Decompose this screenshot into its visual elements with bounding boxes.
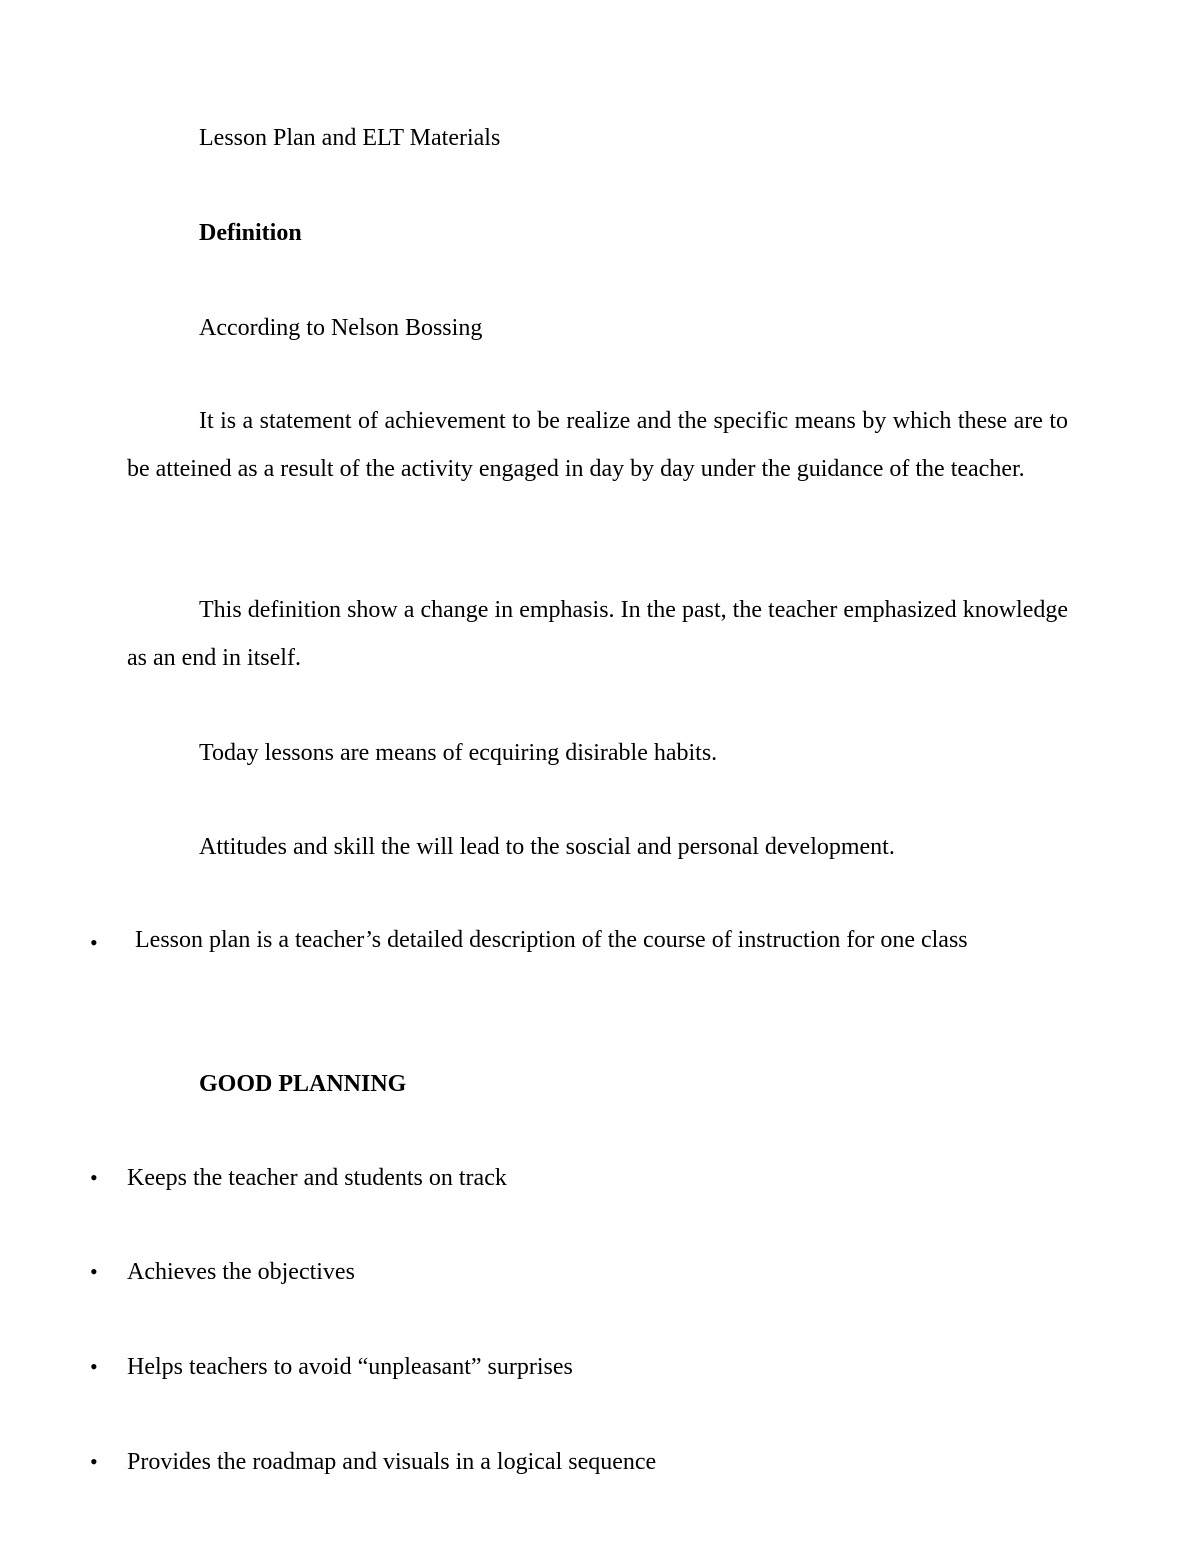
good-planning-item-text: Helps teachers to avoid “unpleasant” surprises [127,1354,573,1380]
good-planning-item-text: Keeps the teacher and students on track [127,1165,507,1191]
attribution-line: According to Nelson Bossing [199,315,483,341]
definition-paragraph: It is a statement of achievement to be realize and the specific means by which these are to be atteined as a result of the activity engaged in day by day under the guidance of the teacher. [127,408,1068,482]
bullet-icon: • [90,1354,98,1379]
lesson-plan-bullet-text: Lesson plan is a teacher’s detailed description of the course of instruction for one class [135,927,968,953]
document-title: Lesson Plan and ELT Materials [199,125,501,151]
bullet-icon: • [90,1449,98,1474]
emphasis-paragraph: This definition show a change in emphasis. In the past, the teacher emphasized knowledge as an end in itself. [127,597,1068,671]
heading-good-planning: GOOD PLANNING [199,1071,407,1097]
bullet-icon: • [90,1259,98,1284]
good-planning-item-text: Provides the roadmap and visuals in a logical sequence [127,1449,657,1475]
good-planning-item-text: Achieves the objectives [127,1259,355,1285]
heading-definition: Definition [199,220,302,246]
bullet-icon: • [90,1165,98,1190]
bullet-icon: • [90,930,98,955]
attitudes-line: Attitudes and skill the will lead to the soscial and personal development. [199,834,895,860]
today-lessons-line: Today lessons are means of ecquiring disirable habits. [199,740,718,766]
